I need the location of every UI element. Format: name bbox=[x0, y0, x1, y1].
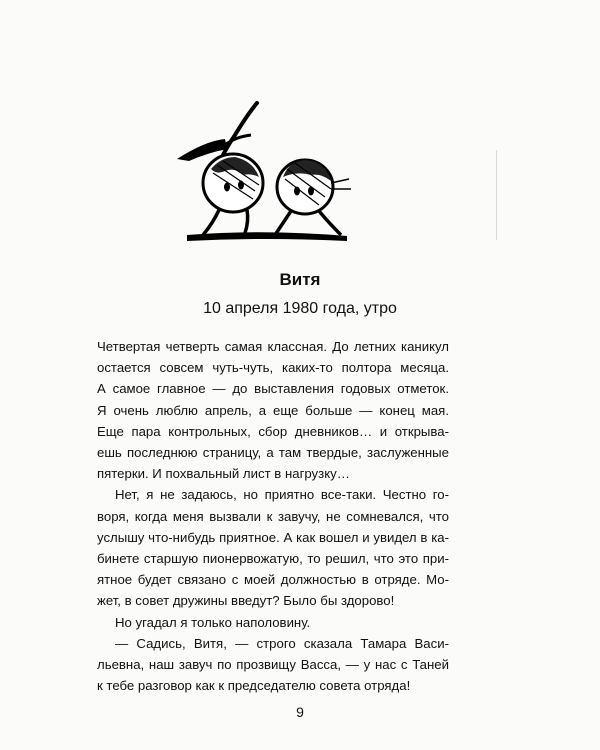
two-cartoon-faces-icon bbox=[165, 95, 365, 245]
text-line: А самое главное — до выставления годовых отметок. bbox=[97, 381, 449, 397]
text-line: льевна, наш завуч по прозвищу Васса, — у нас с Таней bbox=[97, 657, 449, 673]
text-line: ешь последнюю страницу, а там твердые, заслуженные bbox=[97, 445, 449, 461]
body-text bbox=[97, 336, 449, 696]
text-line: к тебе разговор как к председателю совета отряда! bbox=[97, 678, 411, 694]
text-line: Четвертая четверть самая классная. До летних каникул bbox=[97, 339, 449, 354]
chapter-title: Витя bbox=[279, 270, 321, 289]
text-line: пятерки. И похвальный лист в нагрузку… bbox=[97, 466, 350, 482]
text-line: Но угадал я только наполовину. bbox=[115, 614, 311, 630]
text-line: воря, когда меня вызвали к завучу, не сомневался, что bbox=[97, 508, 449, 524]
text-line: Я очень люблю апрель, а еще больше — конец мая. bbox=[97, 402, 449, 418]
page-number: 9 bbox=[296, 704, 304, 720]
text-line: услышу что-нибудь приятное. А как вошел и увидел в ка- bbox=[97, 529, 449, 545]
text-line: ятное будет связано с моей должностью в отряде. Мо- bbox=[97, 572, 449, 588]
text-line: остается совсем чуть-чуть, каких-то полтора месяца. bbox=[97, 360, 449, 376]
text-line: бинете старшую пионервожатую, то решил, что это при- bbox=[97, 551, 449, 567]
text-line: Еще пара контрольных, сбор дневников… и открыва- bbox=[97, 423, 449, 439]
text-line: Нет, я не задаюсь, но приятно все-таки. Честно го- bbox=[115, 487, 449, 503]
page-edge-shadow bbox=[496, 150, 497, 240]
text-line: жет, в совет дружины введут? Было бы здорово! bbox=[97, 593, 395, 609]
chapter-date: 10 апреля 1980 года, утро bbox=[203, 300, 397, 317]
text-line: — Садись, Витя, — строго сказала Тамара Васи- bbox=[115, 635, 449, 651]
